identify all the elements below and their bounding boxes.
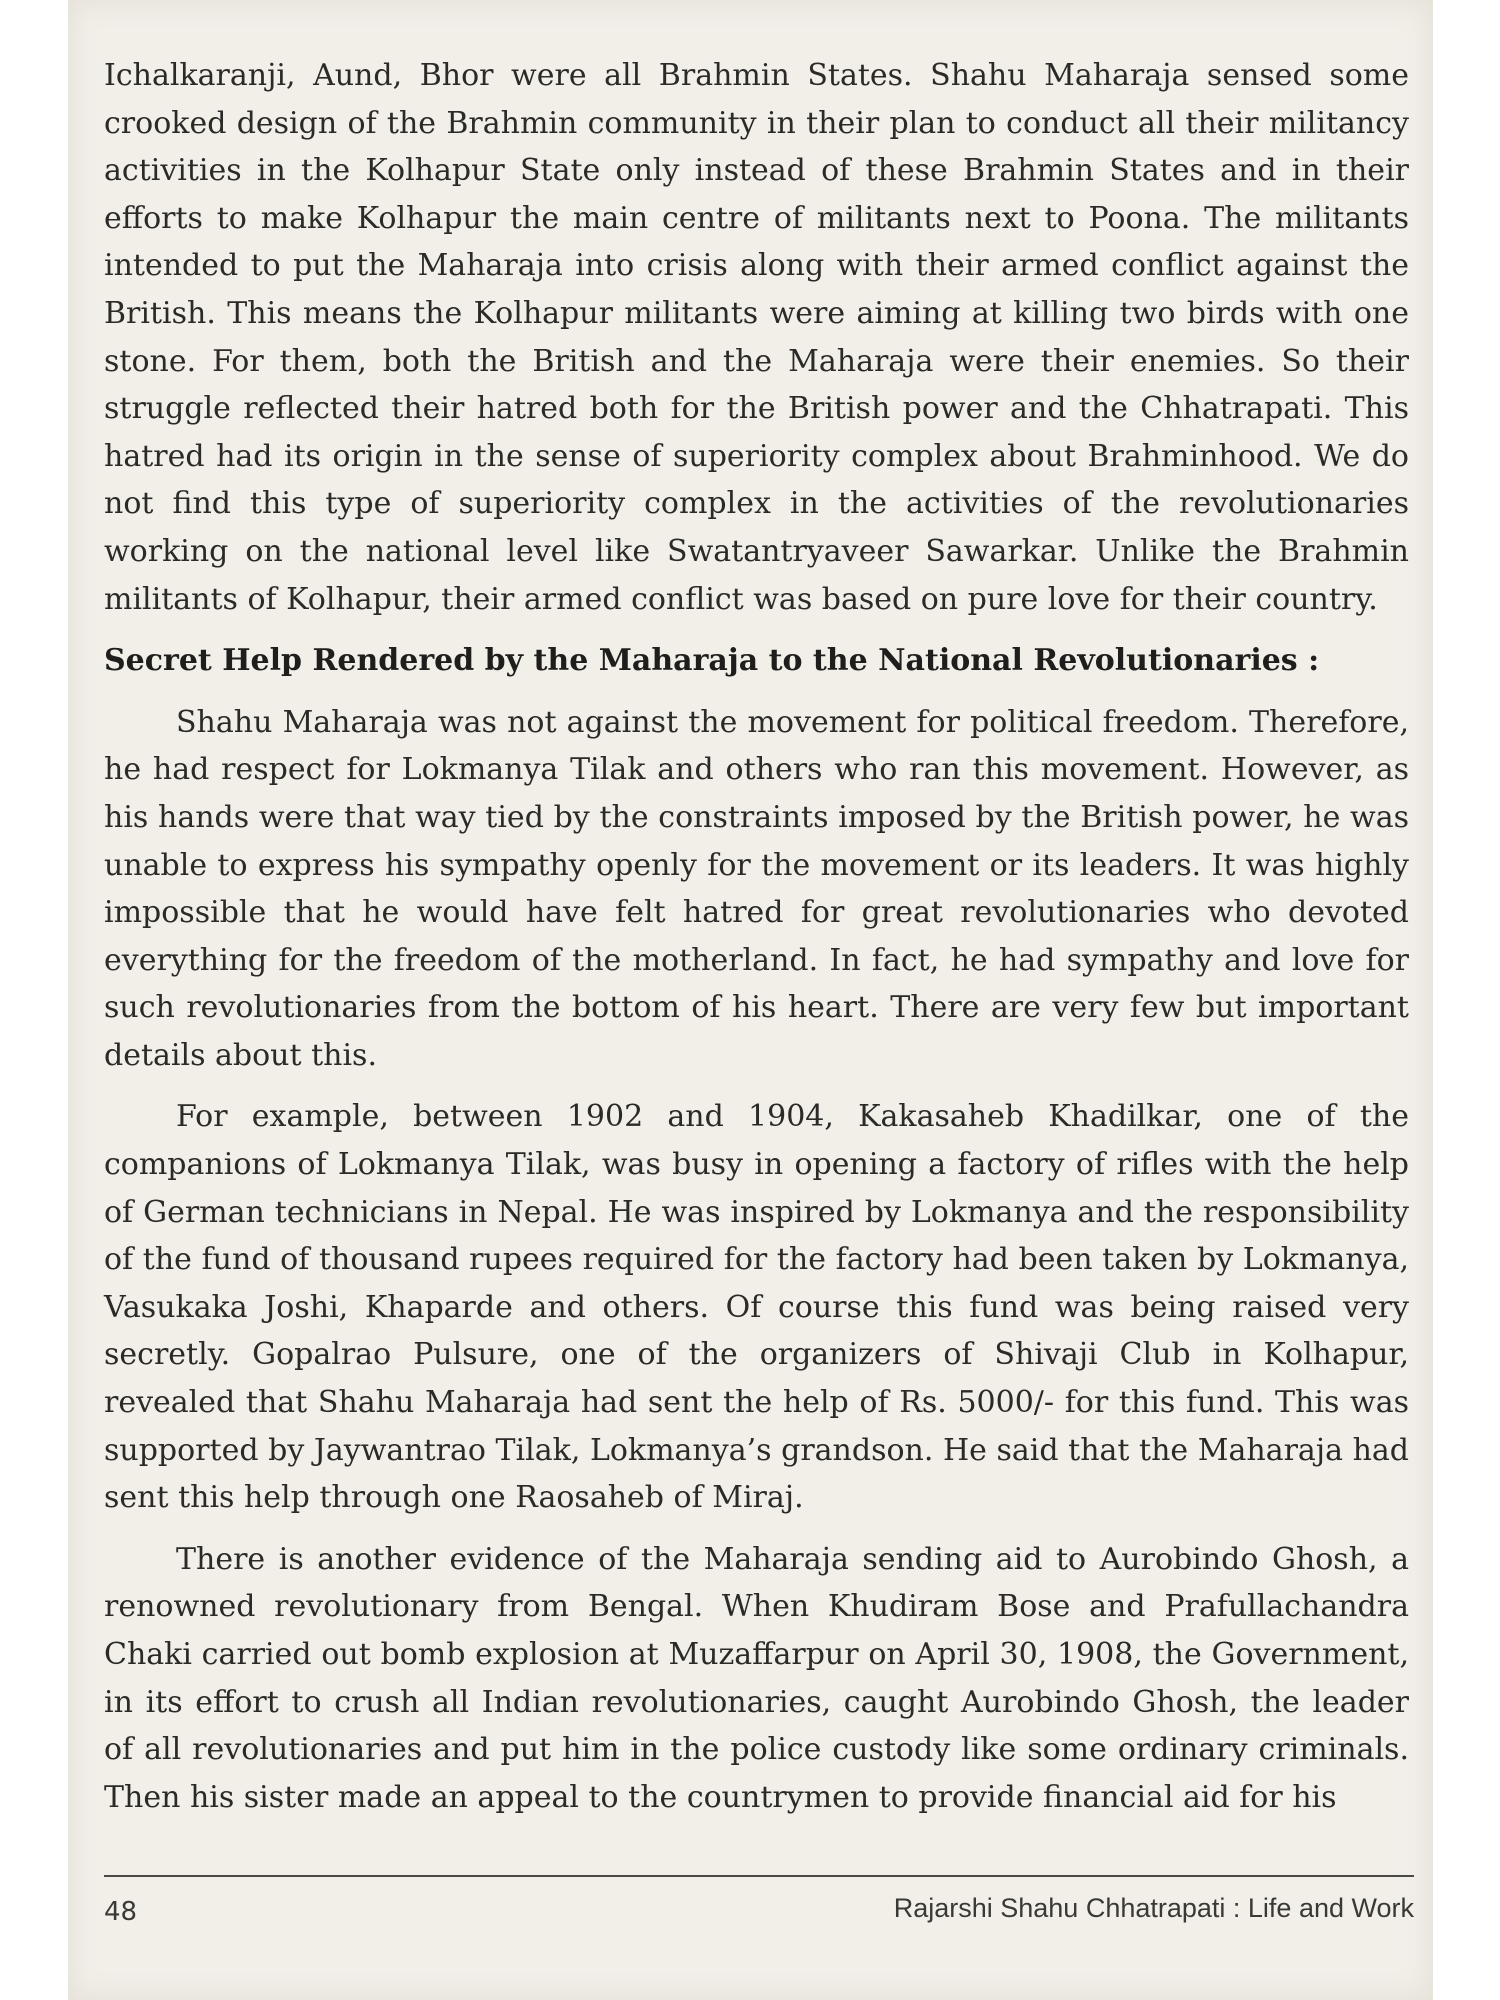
paragraph-brahmin-states: Ichalkaranji, Aund, Bhor were all Brahmin States. Shahu Maharaja sensed some crooked design of the Brahmin community in their plan to conduct all their militancy activities in the Kolhapur State only instead of these Brahmin States and in their efforts to make Kolhapur the main centre of militants next to Poona. The militants intended to put the Maharaja into crisis along with their armed conflict against the British. This means the Kolhapur militants were aiming at killing two birds with one stone. For them, both the British and the Maharaja were their enemies. So their struggle reflected their hatred both for the British power and the Chhatrapati. This hatred had its origin in the sense of superiority complex about Brahminhood. We do not find this type of superiority complex in the activities of the revolutionaries working on the national level like Swatantryaveer Sawarkar. Unlike the Brahmin militants of Kolhapur, their armed conflict was based on pure love for their country. (104, 58, 1409, 617)
paragraph-aurobindo-ghosh: There is another evidence of the Maharaja sending aid to Aurobindo Ghosh, a renowned revolutionary from Bengal. When Khudiram Bose and Prafullachandra Chaki carried out bomb explosion at Muzaffarpur on April 30, 1908, the Government, in its effort to crush all Indian revolutionaries, caught Aurobindo Ghosh, the leader of all revolutionaries and put him in the police custody like some ordinary criminals. Then his sister made an appeal to the countrymen to provide financial aid for his (104, 1541, 1409, 1815)
paragraph-rifle-factory: For example, between 1902 and 1904, Kakasaheb Khadilkar, one of the companions of Lokmanya Tilak, was busy in opening a factory of rifles with the help of German technicians in Nepal. He was inspired by Lokmanya and the responsibility of the fund of thousand rupees required for the factory had been taken by Lokmanya, Vasukaka Joshi, Khaparde and others. Of course this fund was being raised very secretly. Gopalrao Pulsure, one of the organizers of Shivaji Club in Kolhapur, revealed that Shahu Maharaja had sent the help of Rs. 5000/- for this fund. This was supported by Jaywantrao Tilak, Lokmanya’s grandson. He said that the Maharaja had sent this help through one Raosaheb of Miraj. (104, 1099, 1409, 1516)
page-number: 48 (104, 1897, 138, 1927)
paragraph-political-freedom: Shahu Maharaja was not against the movement for political freedom. Therefore, he had respect for Lokmanya Tilak and others who ran this movement. However, as his hands were that way tied by the constraints imposed by the British power, he was unable to express his sympathy openly for the movement or its leaders. It was highly impossible that he would have felt hatred for great revolutionaries who devoted everything for the freedom of the motherland. In fact, he had sympathy and love for such revolutionaries from the bottom of his heart. There are very few but important details about this. (104, 704, 1409, 1073)
footer-rule (104, 1875, 1414, 1877)
running-footer-title: Rajarshi Shahu Chhatrapati : Life and Work (893, 1893, 1414, 1923)
section-heading: Secret Help Rendered by the Maharaja to the National Revolutionaries : (104, 643, 1320, 679)
body-text (104, 52, 1409, 1821)
